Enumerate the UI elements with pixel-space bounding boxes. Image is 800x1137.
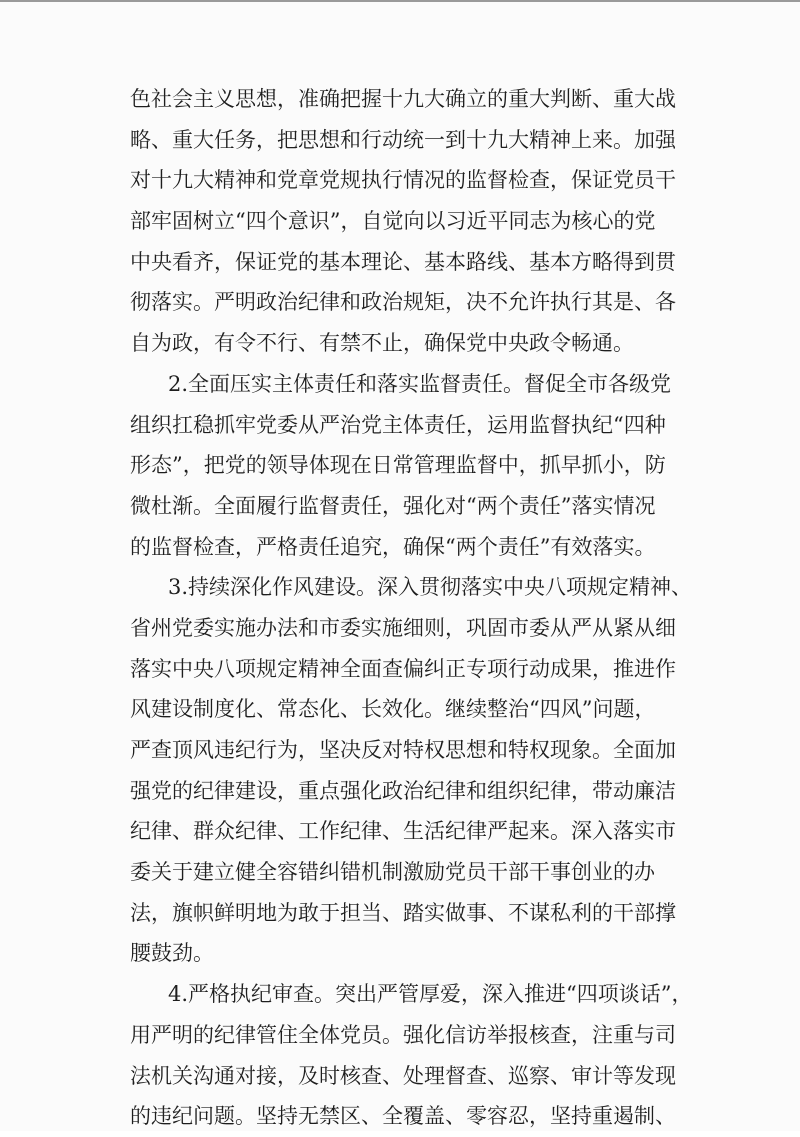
- text-line: 自为政，有令不行、有禁不止，确保党中央政令畅通。: [130, 331, 634, 356]
- text-line: 腰鼓劲。: [130, 941, 214, 966]
- text-line: 中央看齐，保证党的基本理论、基本路线、基本方略得到贯: [130, 249, 676, 274]
- text-line: 4.严格执纪审查。突出严管厚爱，深入推进“四项谈话”，: [168, 982, 693, 1007]
- text-line: 组织扛稳抓牢党委从严治党主体责任，运用监督执纪“四种: [130, 412, 666, 437]
- text-line: 微杜渐。全面履行监督责任，强化对“两个责任”落实情况: [130, 493, 656, 518]
- text-line: 3.持续深化作风建设。深入贯彻落实中央八项规定精神、: [168, 575, 693, 600]
- document-body: [130, 79, 693, 1137]
- text-line: 形态”，把党的领导体现在日常管理监督中，抓早抓小，防: [130, 453, 666, 478]
- text-line: 严查顶风违纪行为，坚决反对特权思想和特权现象。全面加: [130, 738, 676, 762]
- text-line: 色社会主义思想，准确把握十九大确立的重大判断、重大战: [130, 87, 676, 111]
- text-line: 省州党委实施办法和市委实施细则，巩固市委从严从紧从细: [130, 615, 676, 640]
- text-line: 彻落实。严明政治纪律和政治规矩，决不允许执行其是、各: [130, 290, 676, 315]
- text-line: 部牢固树立“四个意识”，自觉向以习近平同志为核心的党: [130, 209, 656, 234]
- scan-top-edge: [0, 0, 800, 2]
- text-line: 强党的纪律建设，重点强化政治纪律和组织纪律，带动廉洁: [130, 778, 676, 803]
- text-line: 法，旗帜鲜明地为敢于担当、踏实做事、不谋私利的干部撑: [130, 900, 676, 925]
- text-line: 的监督检查，严格责任追究，确保“两个责任”有效落实。: [130, 534, 656, 559]
- text-line: 委关于建立健全容错纠错机制激励党员干部干事创业的办: [130, 860, 655, 885]
- text-line: 法机关沟通对接，及时核查、处理督查、巡察、审计等发现: [130, 1063, 676, 1088]
- text-line: 对十九大精神和党章党规执行情况的监督检查，保证党员干: [130, 168, 676, 193]
- text-line: 略、重大任务，把思想和行动统一到十九大精神上来。加强: [130, 127, 676, 152]
- text-line: 纪律、群众纪律、工作纪律、生活纪律严起来。深入落实市: [130, 819, 676, 844]
- text-line: 用严明的纪律管住全体党员。强化信访举报核查，注重与司: [130, 1022, 676, 1047]
- text-line: 2.全面压实主体责任和落实监督责任。督促全市各级党: [168, 371, 672, 396]
- text-line: 的违纪问题。坚持无禁区、全覆盖、零容忍，坚持重遏制、: [130, 1104, 676, 1129]
- text-line: 落实中央八项规定精神全面查偏纠正专项行动成果，推进作: [130, 656, 676, 681]
- text-line: 风建设制度化、常态化、长效化。继续整治“四风”问题，: [130, 697, 656, 722]
